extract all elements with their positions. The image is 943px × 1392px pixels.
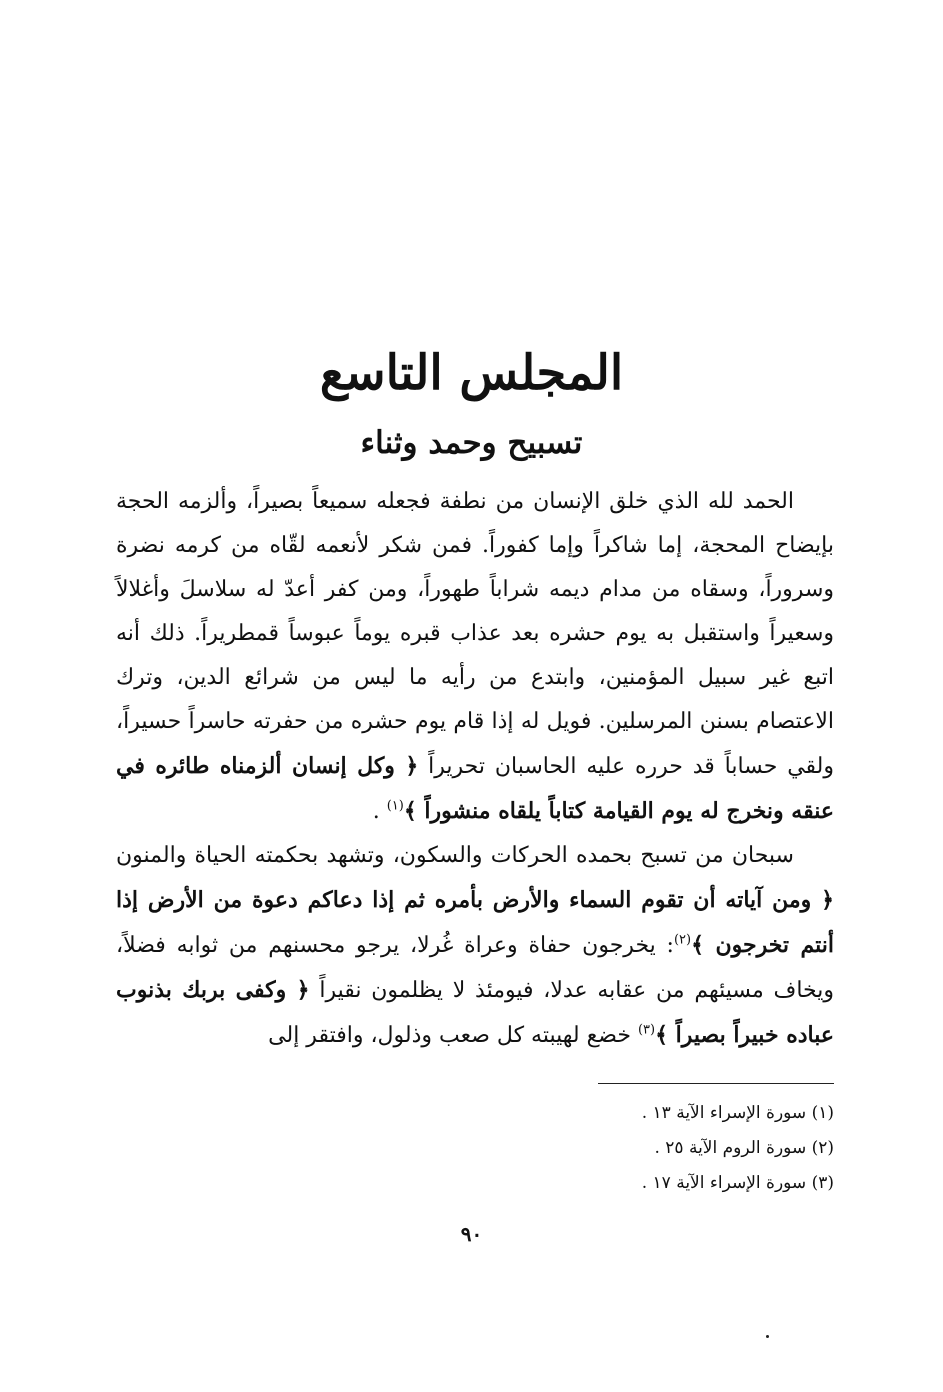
paragraph-2-text-b: : يخرجون حفاة وعراة غُرلا، يرجو محسنهم من ثوابه فضلاً، ويخاف مسيئهم من عقابه عدلا، فيومئذ لا يظلمون نقيراً [116, 933, 835, 1003]
footnote-item: (١) سورة الإسراء الآية ١٣ . [641, 1103, 834, 1123]
paragraph-1-end: . [372, 799, 380, 824]
page-number: ٩٠ [460, 1222, 483, 1246]
footnote-item: (٣) سورة الإسراء الآية ١٧ . [641, 1173, 834, 1193]
footnote-ref-1: (١) [386, 798, 404, 814]
paragraph-2-text-a: سبحان من تسبح بحمده الحركات والسكون، وتشهد بحكمته الحياة والمنون [116, 843, 794, 868]
footnotes-list [400, 1096, 834, 1201]
scan-speck [766, 1335, 769, 1338]
paragraph-1 [116, 480, 834, 834]
paragraph-2 [116, 834, 834, 1058]
chapter-title: المجلس التاسع [319, 345, 624, 401]
footnote-ref-3: (٣) [637, 1022, 656, 1038]
paragraph-1-text: الحمد لله الذي خلق الإنسان من نطفة فجعله سميعاً بصيراً، وألزمه الحجة بإيضاح المحجة، إما شاكراً وإما كفوراً. فمن شكر لأنعمه لقّاه من كرمه نضرة وسروراً، وسقاه من مدام ديمه شراباً طهوراً، ومن كفر أعدّ له سلاسلَ وأغلالاً وسعيراً واستقبل به يوم حشره بعد عذاب قبره يوماً عبوساً قمطريراً. ذلك أنه اتبع غير سبيل المؤمنين، وابتدع من رأيه ما ليس من شرائع الدين، وترك الاعتصام بسنن المرسلين. فويل له إذا قام يوم حشره من حفرته حاسراً حسيراً، ولقي حساباً قد حرره عليه الحاسبان تحريراً [116, 489, 834, 779]
footnote-ref-2: (٢) [673, 932, 692, 948]
quran-verse-3: ﴿ وكفى بربك بذنوب عباده خبيراً بصيراً ﴾ [116, 977, 834, 1048]
paragraph-2-text-c: خضع لهيبته كل صعب وذلول، وافتقر إلى [268, 1023, 638, 1048]
quran-verse-1: ﴿ وكل إنسان ألزمناه طائره في عنقه ونخرج له يوم القيامة كتاباً يلقاه منشوراً ﴾ [116, 753, 834, 824]
footnote-item: (٢) سورة الروم الآية ٢٥ . [654, 1138, 834, 1158]
footnote-divider [598, 1083, 834, 1084]
chapter-subtitle: تسبيح وحمد وثناء [360, 425, 583, 461]
quran-verse-2: ﴿ ومن آياته أن تقوم السماء والأرض بأمره ثم إذا دعاكم دعوة من الأرض إذا أنتم تخرجون ﴾ [116, 887, 835, 958]
